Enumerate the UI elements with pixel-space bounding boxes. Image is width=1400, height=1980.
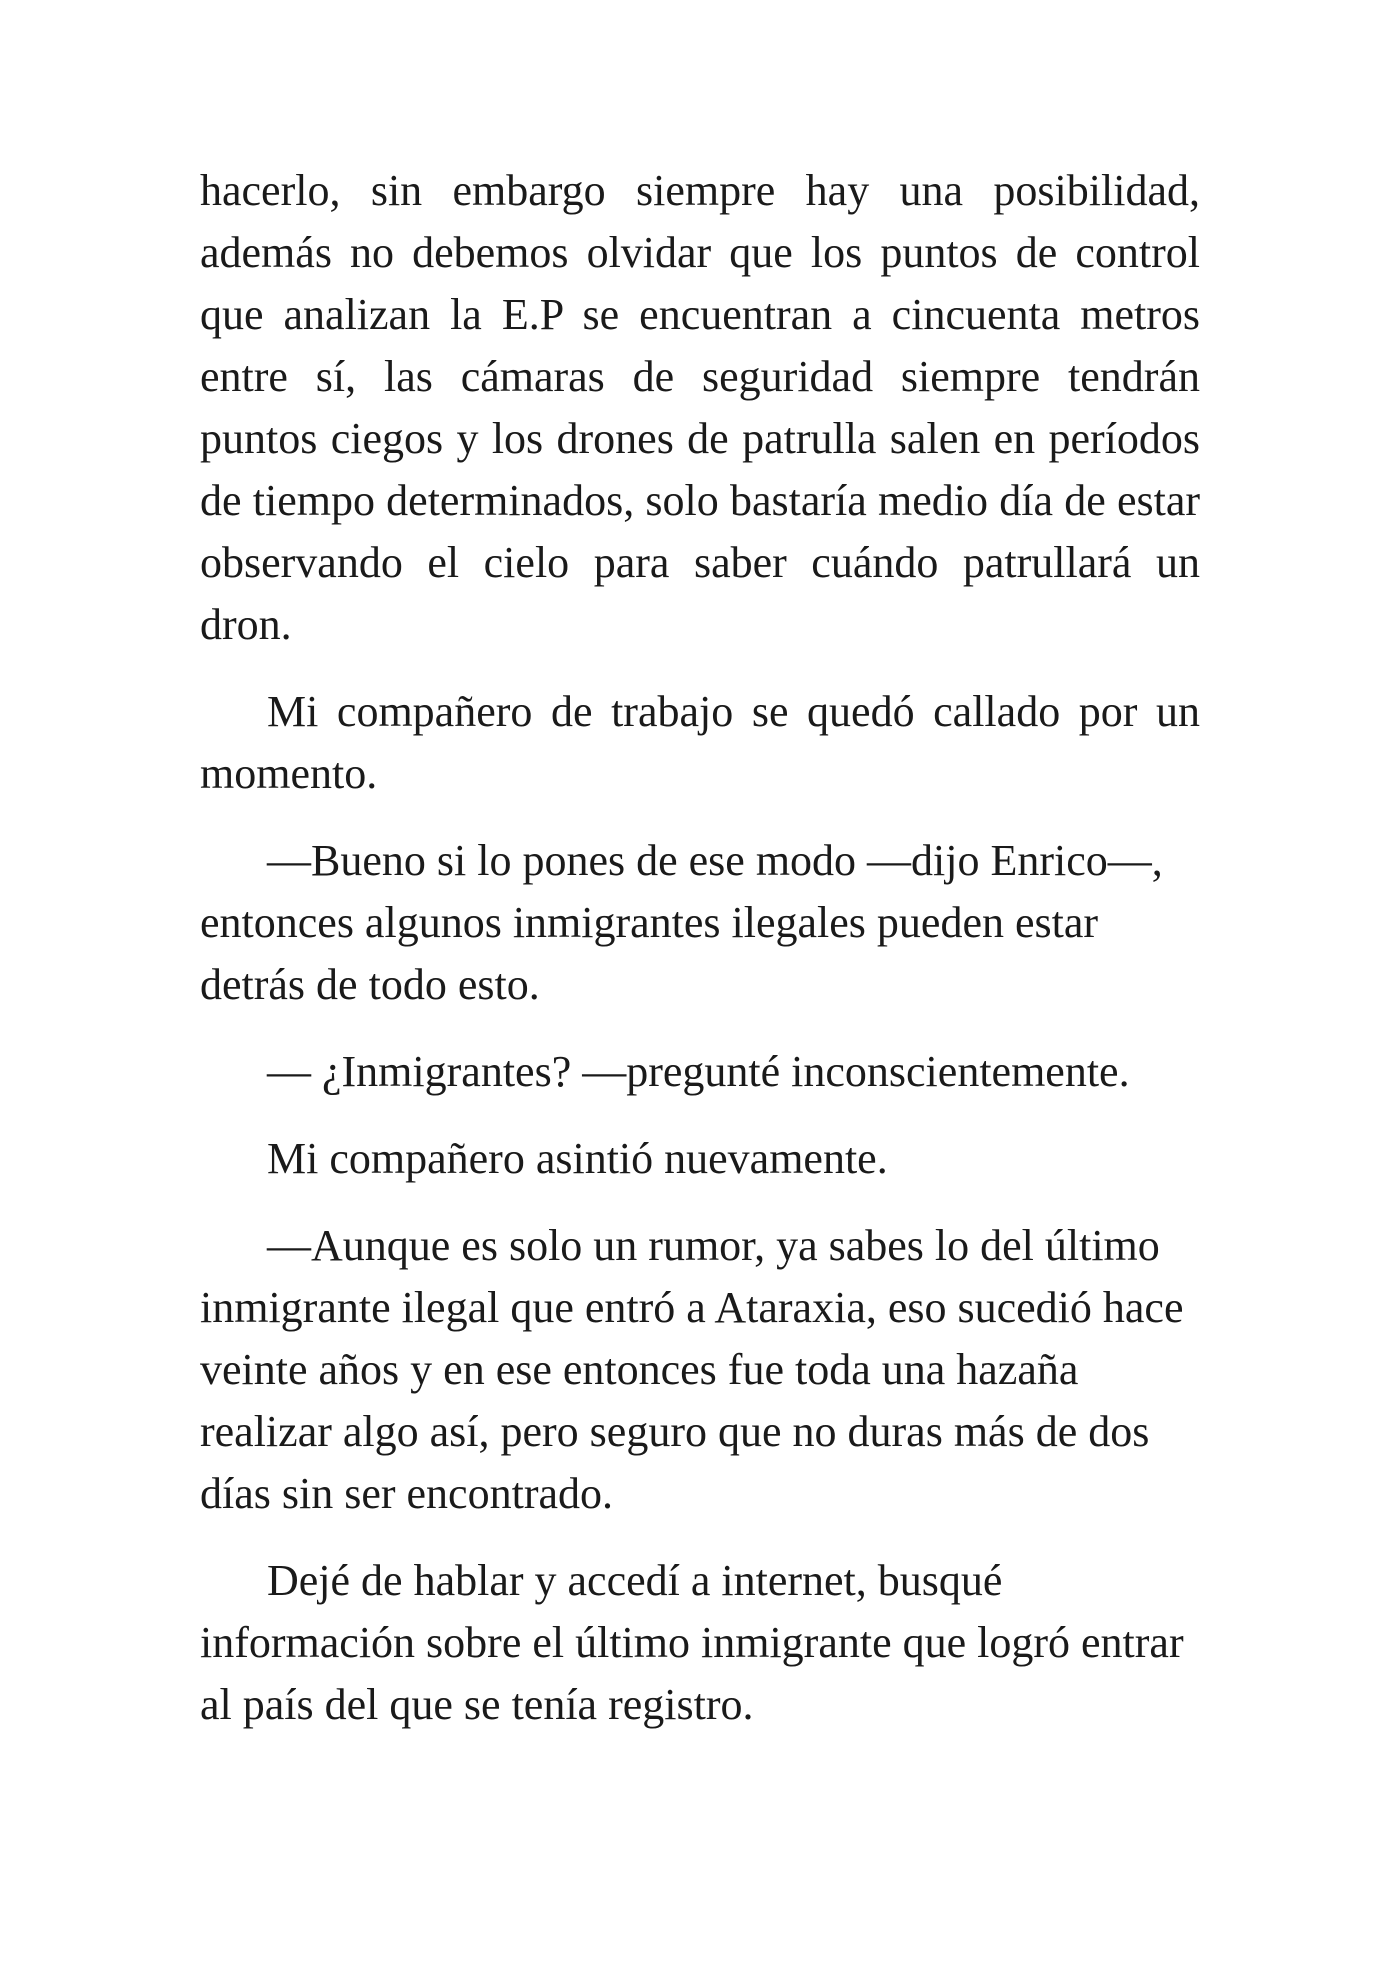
- paragraph-continuation: hacerlo, sin embargo siempre hay una posibilidad, además no debemos olvidar que los puntos de control que analizan la E.P se encuentran a cincuenta metros entre sí, las cámaras de seguridad siempre tendrán puntos ciegos y los drones de patrulla salen en períodos de tiempo determinados, solo bastaría medio día de estar observando el cielo para saber cuándo patrullará un dron.: [200, 166, 1200, 649]
- paragraph-narration-3: Dejé de hablar y accedí a internet, busqué información sobre el último inmigrante que logró entrar al país del que se tenía registro.: [200, 1556, 1184, 1729]
- paragraph-dialogue-question: — ¿Inmigrantes? —pregunté inconscientemente.: [267, 1047, 1130, 1096]
- paragraph-dialogue-rumor: —Aunque es solo un rumor, ya sabes lo del último inmigrante ilegal que entró a Ataraxia, eso sucedió hace veinte años y en ese entonces fue toda una hazaña realizar algo así, pero seguro que no duras más de dos días sin ser encontrado.: [200, 1221, 1184, 1518]
- paragraph-narration-1: Mi compañero de trabajo se quedó callado por un momento.: [200, 687, 1200, 798]
- paragraph-dialogue-enrico: —Bueno si lo pones de ese modo —dijo Enrico—, entonces algunos inmigrantes ilegales pueden estar detrás de todo esto.: [200, 836, 1163, 1009]
- book-page: [200, 160, 1200, 1761]
- paragraph-narration-2: Mi compañero asintió nuevamente.: [267, 1134, 888, 1183]
